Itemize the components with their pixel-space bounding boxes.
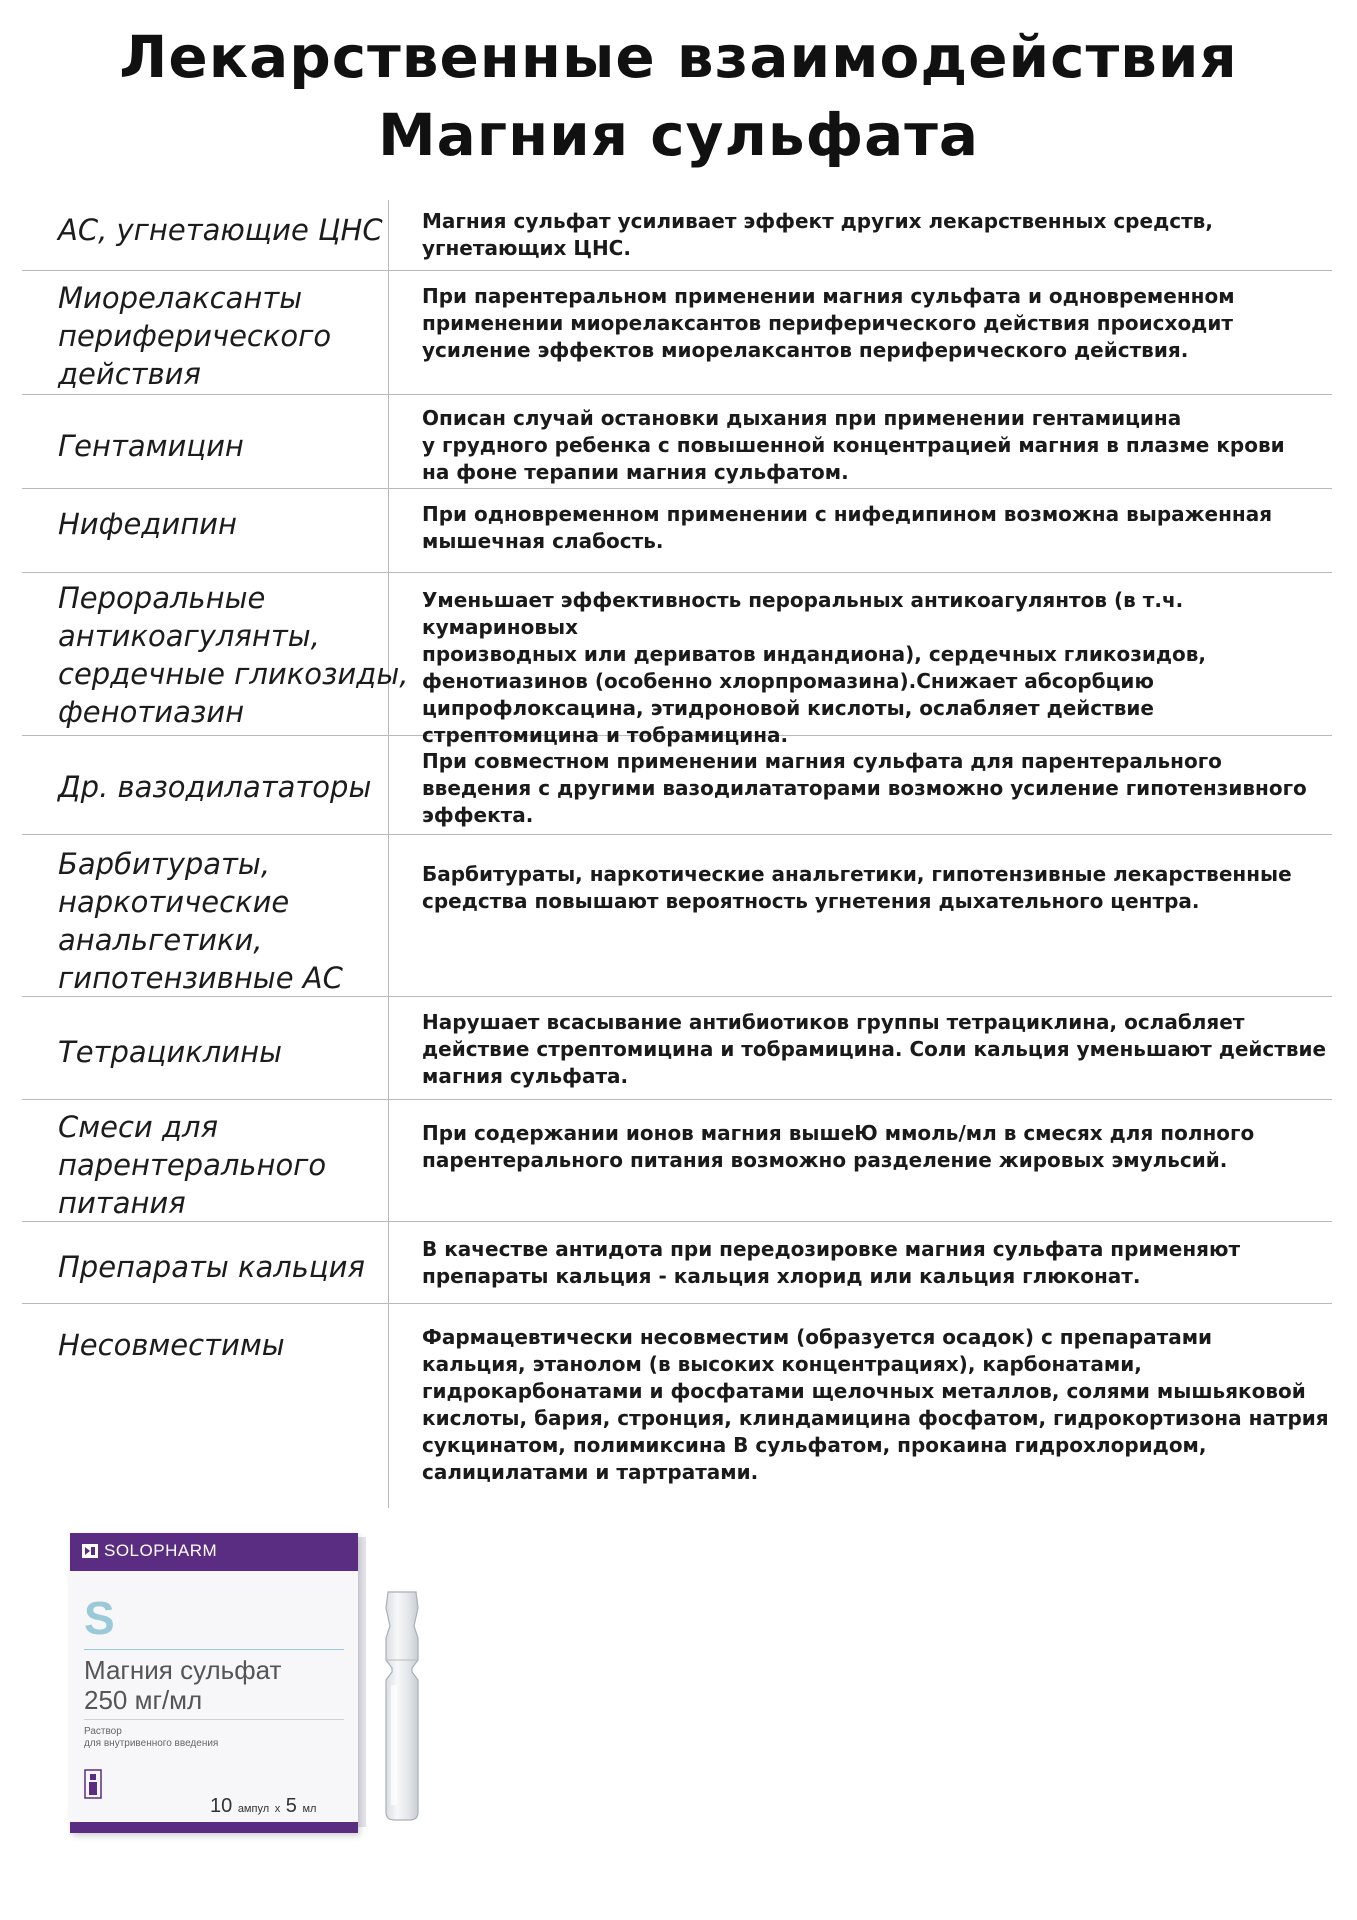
brand-band: [70, 1533, 358, 1571]
drug-group-cell: Др. вазодилататоры: [58, 770, 372, 804]
interaction-cell: Барбитураты, наркотические анальгетики, гипотензивные лекарственные средства повышают вероятность угнетения дыхательного центра.: [422, 862, 1292, 913]
drug-group-cell: Барбитураты, наркотические анальгетики, гипотензивные АС: [58, 847, 343, 995]
box-side: [358, 1537, 366, 1827]
ampoule-icon: [84, 1769, 102, 1799]
table-row: [22, 200, 1332, 271]
drug-group-cell: Препараты кальция: [58, 1250, 365, 1284]
table-row: [22, 835, 1332, 997]
interaction-cell: При совместном применении магния сульфата для парентерального введения с другими вазодилататорами возможно усиление гипотензивного эффекта.: [422, 749, 1307, 827]
interaction-cell: В качестве антидота при передозировке магния сульфата применяют препараты кальция - кальция хлорид или кальция глюконат.: [422, 1237, 1241, 1288]
page-title: [0, 18, 1357, 174]
product-name: Магния сульфат: [84, 1655, 282, 1685]
interaction-cell: При содержании ионов магния вышеЮ ммоль/мл в смесях для полного парентерального питания возможно разделение жировых эмульсий.: [422, 1121, 1255, 1172]
drug-group-cell: Гентамицин: [58, 429, 244, 463]
box-bottom-band: [70, 1822, 358, 1833]
table-row: [22, 573, 1332, 747]
interaction-cell: Описан случай остановки дыхания при применении гентамицина у грудного ребенка с повышенной концентрацией магния в плазме крови на фоне терапии магния сульфатом.: [422, 406, 1285, 484]
interaction-cell: При одновременном применении с нифедипином возможна выраженная мышечная слабость.: [422, 502, 1273, 553]
title-line-2: Магния сульфата: [377, 101, 980, 169]
package-count: 10 ампул x 5 мл: [210, 1795, 317, 1817]
drug-group-cell: Нифедипин: [58, 507, 237, 541]
product-dose: 250 мг/мл: [84, 1685, 203, 1715]
drug-group-cell: АС, угнетающие ЦНС: [58, 213, 383, 247]
interactions-table: [22, 200, 1332, 1518]
product-route: для внутривенного введения: [84, 1738, 219, 1749]
ampoule-image: [378, 1590, 426, 1822]
table-row: [22, 489, 1332, 573]
drug-group-cell: Несовместимы: [58, 1328, 285, 1362]
interaction-cell: Уменьшает эффективность пероральных антикоагулянтов (в т.ч. кумариновых производных или дериватов индандиона), сердечных гликозидов, фенотиазинов (особенно хлорпромазина).Снижает абсорбцию ципрофлоксацина, этидроновой кислоты, ослабляет действие стрептомицина и тобрамицина.: [422, 588, 1206, 747]
interaction-cell: При парентеральном применении магния сульфата и одновременном применении миорелаксантов периферического действия происходит усиление эффектов миорелаксантов периферического действия.: [422, 284, 1235, 362]
table-row: [22, 1100, 1332, 1222]
solopharm-logo-icon: [82, 1544, 98, 1558]
product-form: Раствор: [84, 1726, 122, 1737]
table-row: [22, 271, 1332, 395]
drug-group-cell: Пероральные антикоагулянты, сердечные гликозиды, фенотиазин: [58, 581, 409, 729]
table-row: [22, 1222, 1332, 1304]
brand-name: SOLOPHARM: [104, 1541, 218, 1560]
table-row: [22, 736, 1332, 835]
divider: [84, 1719, 344, 1720]
drug-group-cell: Смеси для парентерального питания: [58, 1110, 327, 1220]
interaction-cell: Нарушает всасывание антибиотиков группы тетрациклина, ослабляет действие стрептомицина и тобрамицина. Соли кальция уменьшают действие магния сульфата.: [422, 1010, 1327, 1088]
drug-group-cell: Миорелаксанты периферического действия: [58, 281, 332, 391]
table-row: [22, 997, 1332, 1100]
brand-letter: S: [84, 1592, 115, 1644]
interaction-cell: Фармацевтически несовместим (образуется осадок) с препаратами кальция, этанолом (в высоких концентрациях), карбонатами, гидрокарбонатами и фосфатами щелочных металлов, солями мышьяковой кислоты, бария, стронция, клиндамицина фосфатом, гидрокортизона натрия сукцинатом, полимиксина В сульфатом, прокаина гидрохлоридом, салицилатами и тартратами.: [422, 1325, 1329, 1484]
drug-group-cell: Тетрациклины: [58, 1035, 282, 1069]
table-row: [22, 1304, 1332, 1518]
interaction-cell: Магния сульфат усиливает эффект других лекарственных средств, угнетающих ЦНС.: [422, 209, 1213, 260]
product-box-image: [70, 1533, 358, 1833]
box-front: [70, 1533, 358, 1833]
table-row: [22, 395, 1332, 489]
divider: [84, 1649, 344, 1650]
title-line-1: Лекарственные взаимодействия: [119, 23, 1238, 91]
